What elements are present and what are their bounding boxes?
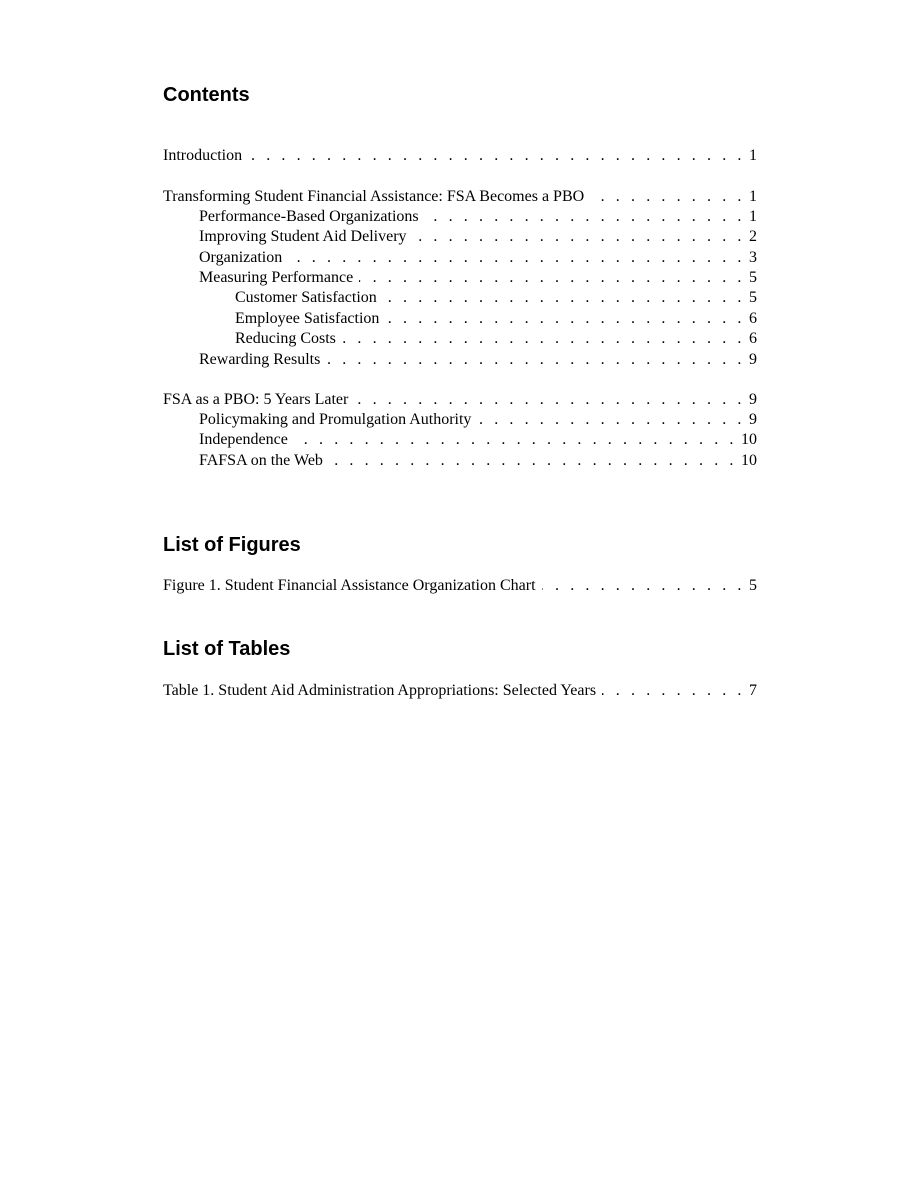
table-entry-page: 7 (749, 682, 757, 699)
toc-entry-measuring-performance[interactable] (199, 268, 757, 288)
toc-entry-title: FSA as a PBO: 5 Years Later (163, 390, 354, 410)
toc-entry-page: 1 (749, 208, 757, 225)
toc-entry-page: 10 (741, 431, 757, 448)
figure-entry-page: 5 (749, 577, 757, 594)
dot-leader (425, 207, 745, 227)
toc-entry-page: 2 (749, 228, 757, 245)
dot-leader (590, 187, 745, 207)
dot-leader (383, 288, 745, 308)
toc-entry-page: 6 (749, 330, 757, 347)
toc-entry-fsa-as-a-pbo[interactable] (163, 390, 757, 410)
toc-entry-policymaking-and-promulgation-authority[interactable] (199, 410, 757, 430)
toc-entry-page: 9 (749, 411, 757, 428)
dot-leader (342, 329, 745, 349)
dot-leader (602, 681, 745, 701)
dot-leader (542, 576, 745, 596)
toc-entry-organization[interactable] (199, 248, 757, 268)
dot-leader (288, 248, 745, 268)
dot-leader (385, 309, 745, 329)
toc-entry-reducing-costs[interactable] (235, 329, 757, 349)
list-of-tables-heading: List of Tables (163, 638, 291, 660)
figure-entry-title: Figure 1. Student Financial Assistance Organization Chart (163, 576, 542, 596)
toc-entry-page: 10 (741, 452, 757, 469)
toc-entry-independence[interactable] (199, 430, 757, 450)
toc-entry-improving-student-aid-delivery[interactable] (199, 227, 757, 247)
list-of-figures-heading: List of Figures (163, 534, 301, 556)
toc-entry-title: Employee Satisfaction (235, 309, 385, 329)
toc-entry-transforming-student-financial-assistance[interactable] (163, 187, 757, 207)
toc-entry-title: Policymaking and Promulgation Authority (199, 410, 477, 430)
dot-leader (354, 390, 745, 410)
dot-leader (326, 350, 745, 370)
toc-entry-page: 5 (749, 289, 757, 306)
toc-entry-page: 1 (749, 188, 757, 205)
toc-entry-title: Improving Student Aid Delivery (199, 227, 413, 247)
toc-entry-title: Rewarding Results (199, 350, 326, 370)
table-entry-title: Table 1. Student Aid Administration Appropriations: Selected Years (163, 681, 602, 701)
dot-leader (248, 146, 745, 166)
toc-entry-performance-based-organizations[interactable] (199, 207, 757, 227)
toc-entry-title: Customer Satisfaction (235, 288, 383, 308)
figure-entry-organization-chart[interactable] (163, 576, 757, 596)
toc-entry-rewarding-results[interactable] (199, 350, 757, 370)
dot-leader (477, 410, 745, 430)
toc-entry-fafsa-on-the-web[interactable] (199, 451, 757, 471)
dot-leader (294, 430, 737, 450)
toc-entry-title: Transforming Student Financial Assistance: FSA Becomes a PBO (163, 187, 590, 207)
dot-leader (329, 451, 737, 471)
toc-entry-page: 1 (749, 147, 757, 164)
toc-entry-page: 5 (749, 269, 757, 286)
toc-entry-page: 9 (749, 351, 757, 368)
dot-leader (359, 268, 745, 288)
toc-entry-page: 6 (749, 310, 757, 327)
toc-entry-title: Performance-Based Organizations (199, 207, 425, 227)
contents-heading: Contents (163, 84, 250, 106)
toc-entry-title: Organization (199, 248, 288, 268)
toc-entry-title: Measuring Performance (199, 268, 359, 288)
toc-entry-page: 3 (749, 249, 757, 266)
toc-entry-page: 9 (749, 391, 757, 408)
toc-entry-customer-satisfaction[interactable] (235, 288, 757, 308)
toc-entry-employee-satisfaction[interactable] (235, 309, 757, 329)
toc-entry-introduction[interactable] (163, 146, 757, 166)
toc-entry-title: Introduction (163, 146, 248, 166)
toc-entry-title: Independence (199, 430, 294, 450)
toc-entry-title: FAFSA on the Web (199, 451, 329, 471)
table-entry-appropriations[interactable] (163, 681, 757, 701)
dot-leader (413, 227, 745, 247)
toc-entry-title: Reducing Costs (235, 329, 342, 349)
